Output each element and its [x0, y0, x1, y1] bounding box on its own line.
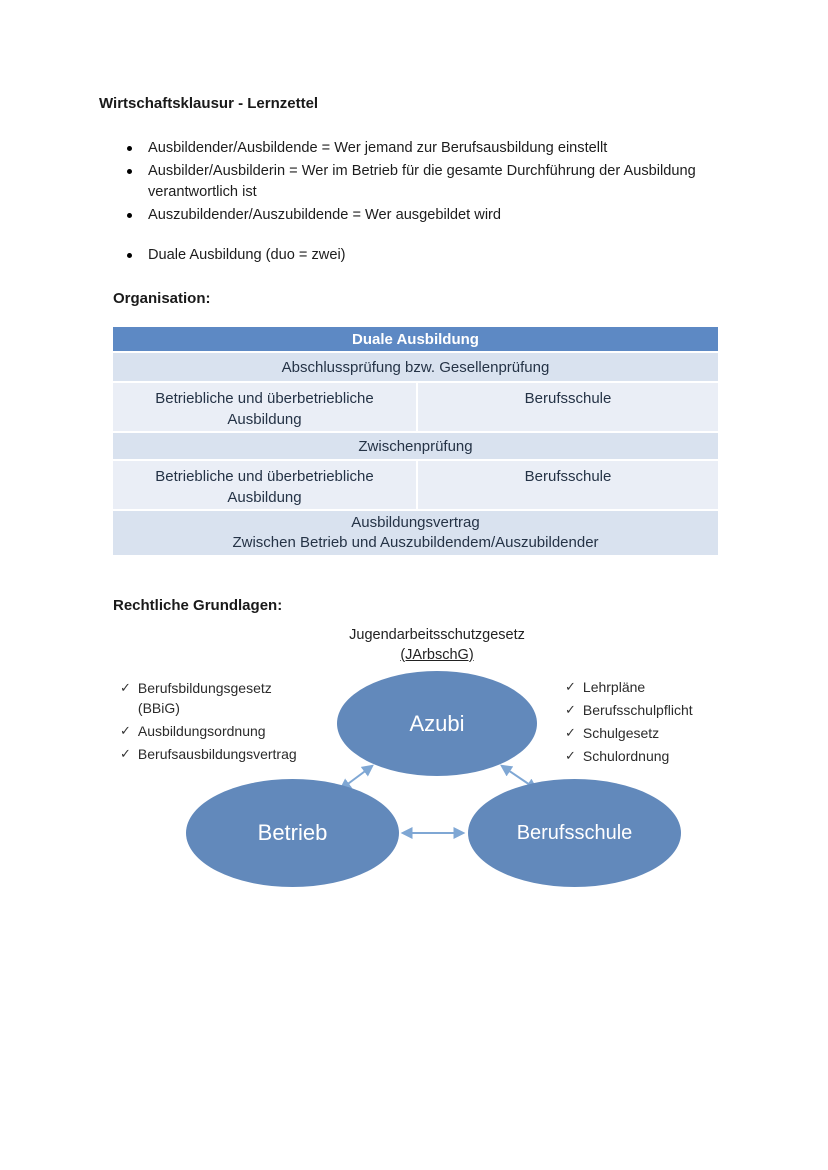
- check-icon: ✓: [120, 746, 131, 761]
- law-label-line1: Jugendarbeitsschutzgesetz: [349, 627, 525, 643]
- table-row: [113, 461, 718, 509]
- check-icon: ✓: [565, 725, 576, 740]
- bullet-icon: [127, 213, 132, 218]
- check-icon: ✓: [565, 702, 576, 717]
- list-item-text: Ausbildender/Ausbildende = Wer jemand zur Berufsausbildung einstellt: [148, 140, 608, 156]
- checklist-item-text: Schulordnung: [582, 748, 670, 764]
- table-cell-berufsschule: [418, 461, 718, 509]
- table-header-row: Duale Ausbildung: [113, 327, 718, 351]
- node-berufsschule: Berufsschule: [468, 779, 681, 887]
- table-cell-text: Betriebliche und überbetriebliche Ausbildung: [155, 390, 374, 428]
- table-cell-text: Berufsschule: [524, 390, 612, 407]
- checklist-item-text: Berufsausbildungsvertrag: [137, 746, 297, 762]
- bullet-icon: [127, 253, 132, 258]
- checklist-item: [565, 723, 745, 743]
- betrieb-law-checklist: [120, 678, 325, 767]
- definition-list: [127, 138, 737, 268]
- list-item-text: Auszubildender/Auszubildende = Wer ausgebildet wird: [148, 207, 502, 223]
- list-item: [127, 161, 737, 203]
- list-item-text: Duale Ausbildung (duo = zwei): [148, 247, 346, 263]
- list-item-text: Ausbilder/Ausbilderin = Wer im Betrieb für die gesamte Durchführung der Ausbildung verantwortlich ist: [148, 163, 696, 200]
- table-cell-text: Zwischen Betrieb und Auszubildendem/Auszubildender: [232, 534, 599, 551]
- checklist-item-text: Berufsbildungsgesetz (BBiG): [137, 680, 272, 716]
- page-title: Wirtschaftsklausur - Lernzettel: [99, 95, 319, 112]
- checklist-item-text: Berufsschulpflicht: [582, 702, 693, 718]
- checklist-item: [565, 746, 745, 766]
- table-row: [113, 383, 718, 431]
- bullet-icon: [127, 169, 132, 174]
- check-icon: ✓: [565, 679, 576, 694]
- checklist-item-text: Lehrpläne: [582, 679, 646, 695]
- table-cell-berufsschule: [418, 383, 718, 431]
- checklist-item: [120, 744, 325, 764]
- node-azubi: Azubi: [337, 671, 537, 776]
- check-icon: ✓: [120, 723, 131, 738]
- table-cell-betrieblich: [113, 461, 416, 509]
- table-cell-text: Berufsschule: [524, 468, 612, 485]
- organisation-heading: Organisation:: [113, 290, 211, 307]
- checklist-item: [565, 677, 745, 697]
- schule-law-checklist: [565, 677, 745, 769]
- table-row-zwischenpruefung: Zwischenprüfung: [113, 433, 718, 459]
- list-item: [127, 138, 737, 159]
- checklist-item-text: Ausbildungsordnung: [137, 723, 266, 739]
- rechtliche-grundlagen-heading: Rechtliche Grundlagen:: [113, 597, 283, 614]
- check-icon: ✓: [120, 680, 131, 695]
- node-betrieb: Betrieb: [186, 779, 399, 887]
- table-cell-betrieblich: [113, 383, 416, 431]
- table-row-abschlusspruefung: Abschlussprüfung bzw. Gesellenprüfung: [113, 353, 718, 381]
- list-item: [127, 205, 737, 226]
- table-cell-text: Ausbildungsvertrag: [351, 514, 480, 531]
- checklist-item-text: Schulgesetz: [582, 725, 660, 741]
- checklist-item: [120, 721, 325, 741]
- bullet-icon: [127, 146, 132, 151]
- checklist-item: [120, 678, 325, 718]
- table-cell-text: Betriebliche und überbetriebliche Ausbildung: [155, 468, 374, 506]
- duale-ausbildung-table: [113, 327, 718, 557]
- list-item: [127, 245, 737, 266]
- checklist-item: [565, 700, 745, 720]
- table-row-ausbildungsvertrag: [113, 511, 718, 555]
- law-label-line2: (JArbschG): [400, 647, 474, 663]
- check-icon: ✓: [565, 748, 576, 763]
